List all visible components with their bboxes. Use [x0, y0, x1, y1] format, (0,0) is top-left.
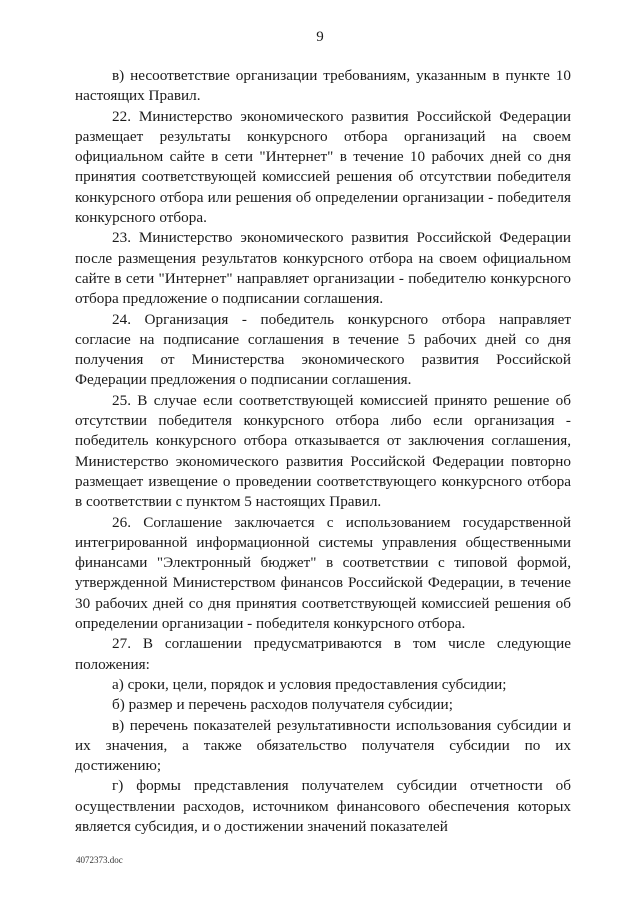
- paragraph-22: 22. Министерство экономического развития Российской Федерации размещает результаты конкурсного отбора организаций на своем официальном сайте в сети "Интернет" в течение 10 рабочих дней со дня принятия соответствующей комиссией решения об отсутствии победителя конкурсного отбора или решения об определении организации - победителя конкурсного отбора.: [75, 107, 571, 227]
- page-number: 9: [316, 29, 324, 45]
- paragraph-27-a: а) сроки, цели, порядок и условия предоставления субсидии;: [112, 675, 507, 693]
- paragraph-25: 25. В случае если соответствующей комиссией принято решение об отсутствии победителя конкурсного отбора либо если организация - победитель конкурсного отбора отказывается от заключения соглашения, Министерство экономического развития Российской Федерации повторно размещает извещение о проведении соответствующего конкурсного отбора в соответствии с пунктом 5 настоящих Правил.: [75, 391, 571, 511]
- paragraph-23: 23. Министерство экономического развития Российской Федерации после размещения результатов конкурсного отбора на своем официальном сайте в сети "Интернет" направляет организации - победителю конкурсного отбора предложение о подписании соглашения.: [75, 229, 571, 308]
- paragraph-24: 24. Организация - победитель конкурсного отбора направляет согласие на подписание соглашения в течение 5 рабочих дней со дня получения от Министерства экономического развития Российской Федерации предложения о подписании соглашения.: [75, 310, 571, 389]
- document-body: [75, 66, 571, 837]
- paragraph-27-b: б) размер и перечень расходов получателя субсидии;: [112, 696, 453, 714]
- document-footer: 4072373.doc: [76, 855, 123, 865]
- paragraph-27: 27. В соглашении предусматриваются в том числе следующие положения:: [75, 635, 571, 673]
- paragraph-26: 26. Соглашение заключается с использованием государственной интегрированной информационной системы управления общественными финансами "Электронный бюджет" в соответствии с типовой формой, утвержденной Министерством финансов Российской Федерации, в течение 30 рабочих дней со дня принятия соответствующей комиссией решения об определении организации - победителя конкурсного отбора.: [75, 513, 571, 633]
- paragraph-27-g: г) формы представления получателем субсидии отчетности об осуществлении расходов, источником финансового обеспечения которых является субсидия, и о достижении значений показателей: [75, 777, 571, 835]
- paragraph-21-v: в) несоответствие организации требованиям, указанным в пункте 10 настоящих Правил.: [75, 67, 571, 105]
- paragraph-27-v: в) перечень показателей результативности использования субсидии и их значения, а также обязательство получателя субсидии по их достижению;: [75, 716, 571, 775]
